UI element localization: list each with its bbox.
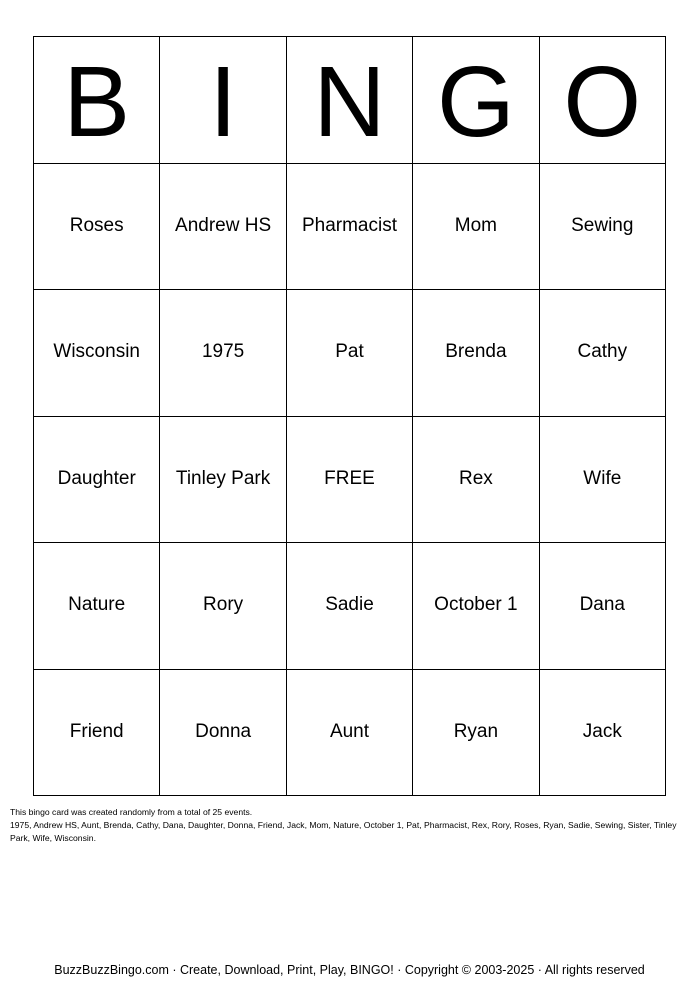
footnote-summary: This bingo card was created randomly from a total of 25 events. [10,807,253,817]
header-letter-n: N [287,37,413,164]
bingo-cell: October 1 [413,543,539,670]
free-space-cell: FREE [287,417,413,544]
bingo-cell: Tinley Park [160,417,286,544]
bingo-cell: 1975 [160,290,286,417]
header-letter-i: I [160,37,286,164]
bingo-cell: Rory [160,543,286,670]
footnote-word-list: 1975, Andrew HS, Aunt, Brenda, Cathy, Dana, Daughter, Donna, Friend, Jack, Mom, Nature, October 1, Pat, Pharmacist, Rex, Rory, Roses, Ryan, Sadie, Sewing, Sister, Tinley Park, Wife, Wisconsin. [10,820,677,843]
header-letter-b: B [34,37,160,164]
bingo-cell: Donna [160,670,286,797]
bingo-cell: Rex [413,417,539,544]
bingo-cell: Wisconsin [34,290,160,417]
bingo-cell: Mom [413,164,539,291]
bingo-cell: Pat [287,290,413,417]
bingo-cell: Friend [34,670,160,797]
bingo-cell: Ryan [413,670,539,797]
page-footer: BuzzBuzzBingo.com · Create, Download, Print, Play, BINGO! · Copyright © 2003-2025 · All rights reserved [54,963,645,977]
bingo-cell: Brenda [413,290,539,417]
bingo-cell: Aunt [287,670,413,797]
header-letter-o: O [540,37,666,164]
card-footnote [10,806,692,845]
bingo-cell: Sewing [540,164,666,291]
bingo-cell: Daughter [34,417,160,544]
bingo-cell: Pharmacist [287,164,413,291]
bingo-cell: Sadie [287,543,413,670]
bingo-card [33,36,666,796]
bingo-cell: Wife [540,417,666,544]
bingo-cell: Jack [540,670,666,797]
bingo-cell: Cathy [540,290,666,417]
bingo-cell: Nature [34,543,160,670]
bingo-cell: Andrew HS [160,164,286,291]
bingo-cell: Dana [540,543,666,670]
bingo-cell: Roses [34,164,160,291]
header-letter-g: G [413,37,539,164]
